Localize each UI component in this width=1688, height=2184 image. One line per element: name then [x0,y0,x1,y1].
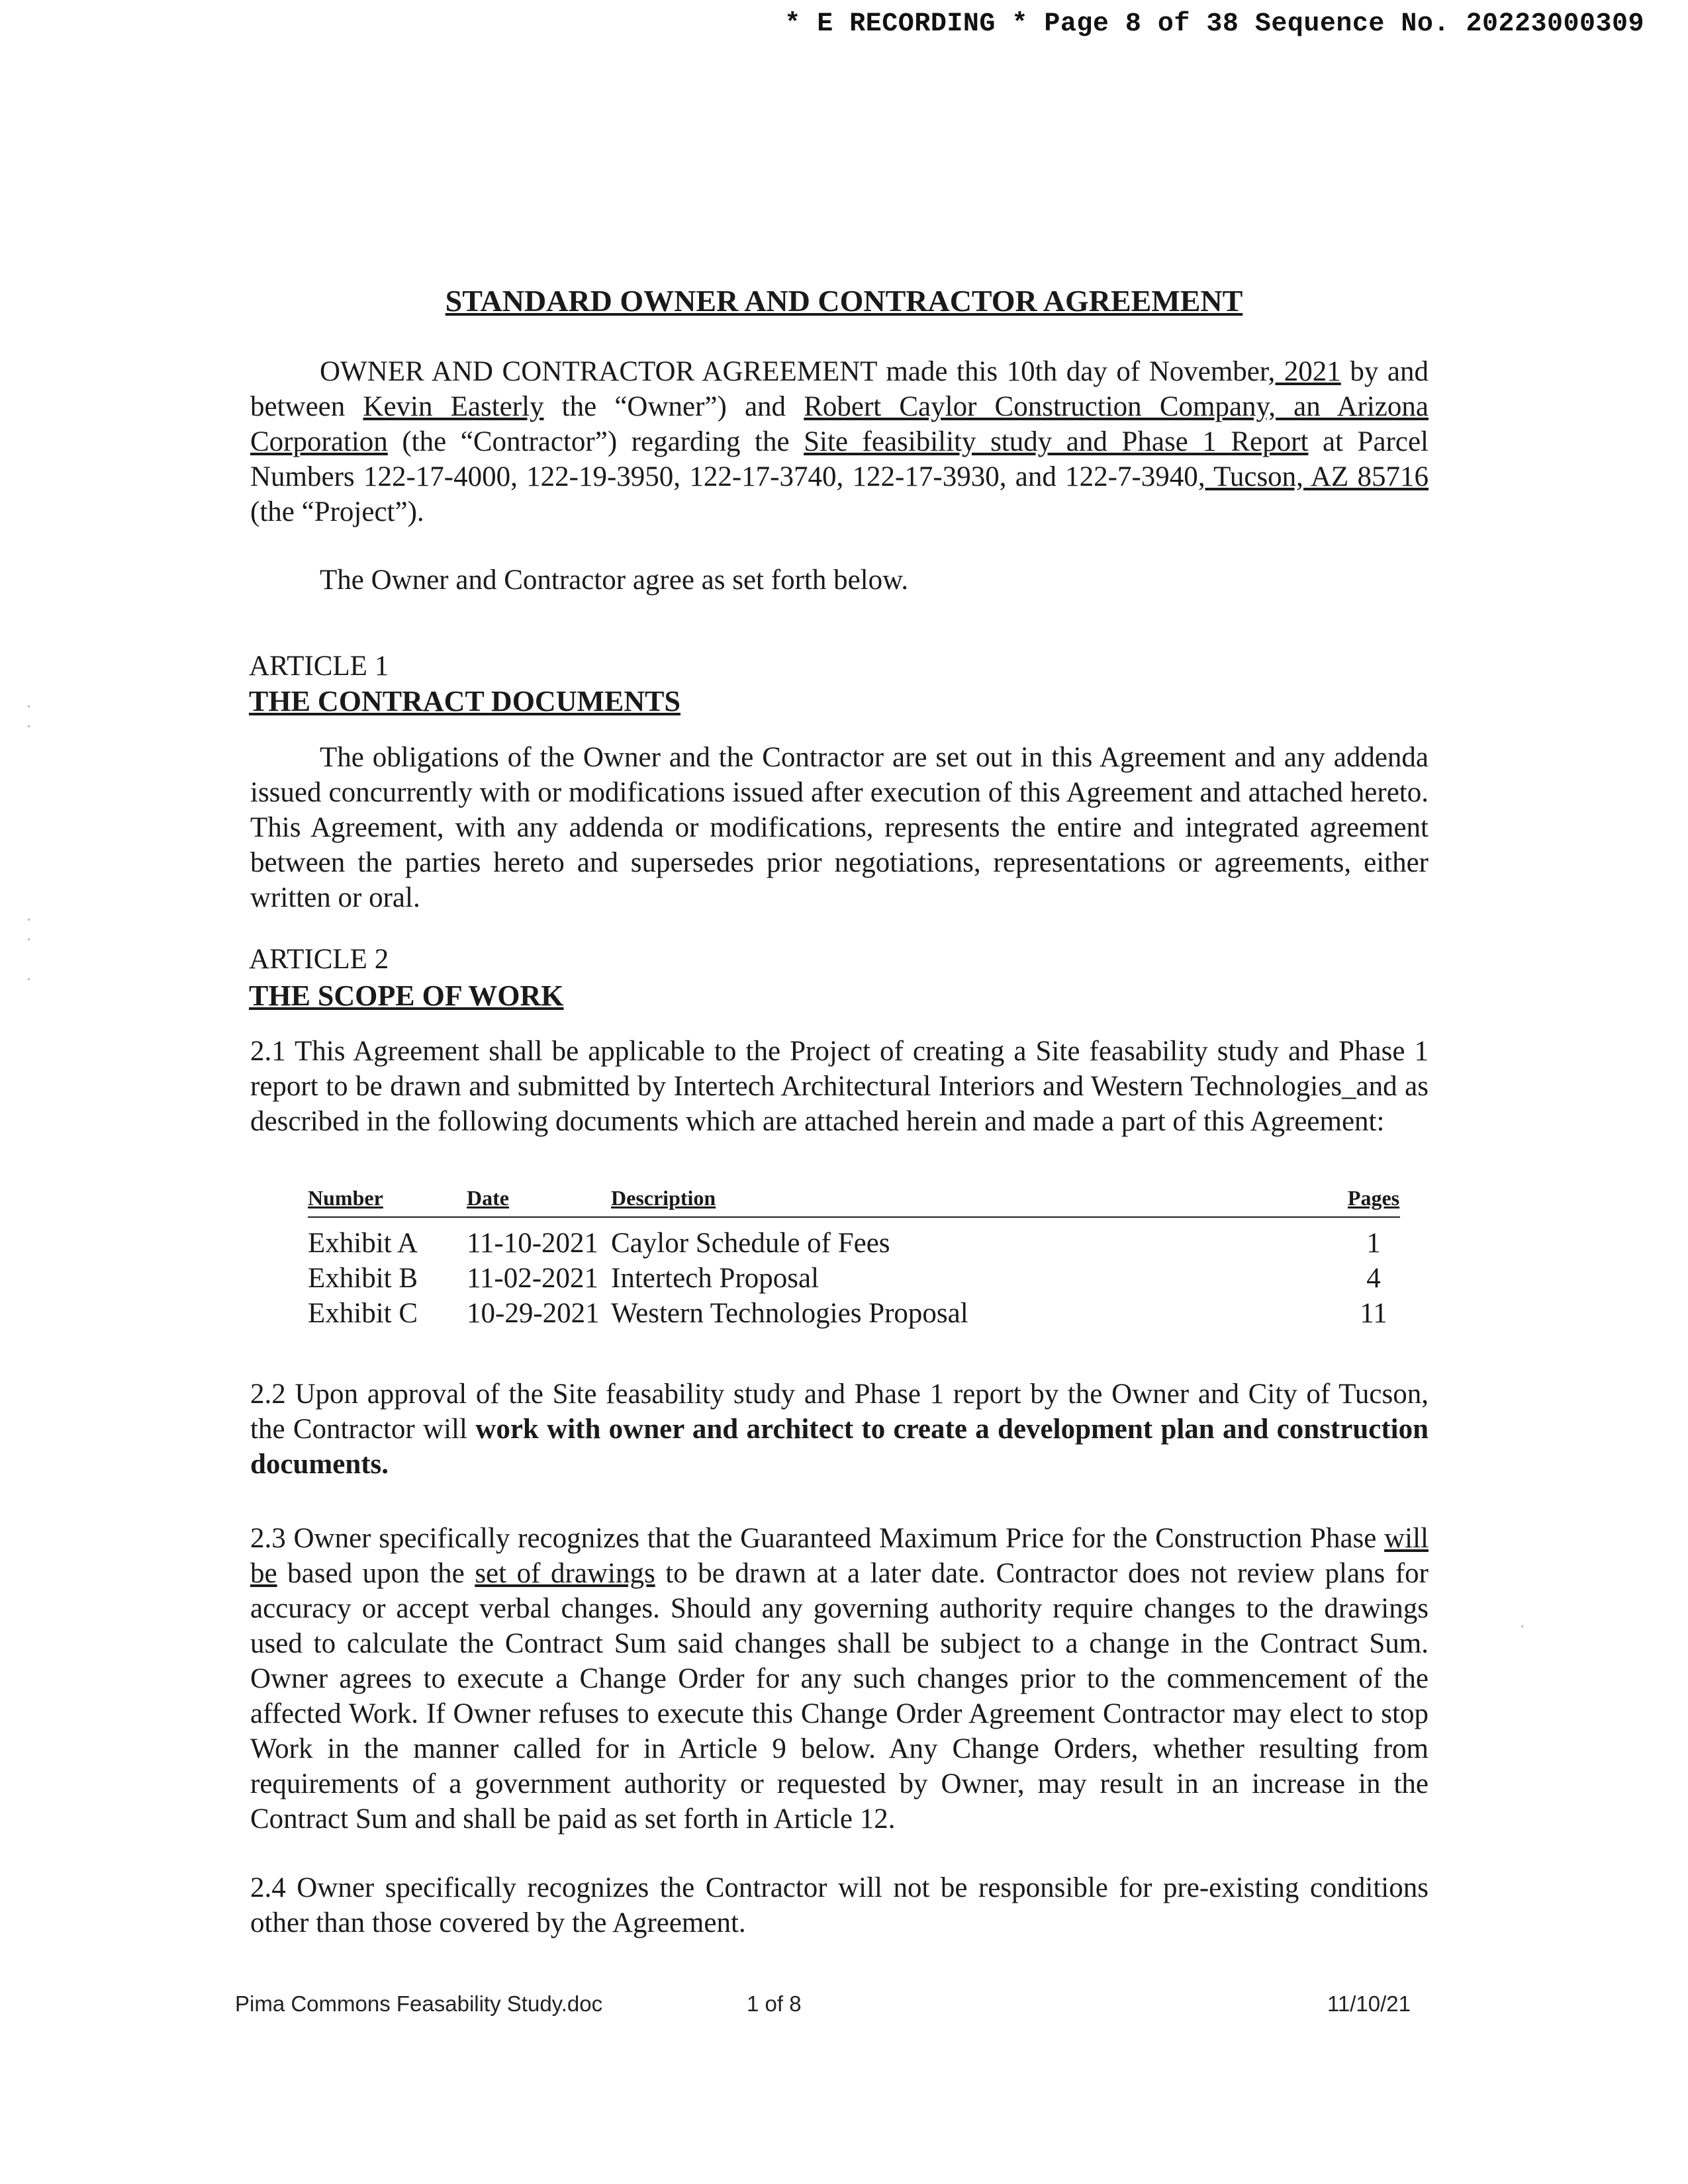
scan-speck [28,978,30,980]
project-location: , Tucson, AZ 85716 [1197,461,1429,492]
section-2-3-underline-2: set of drawings [475,1558,655,1589]
section-2-2-text: 2.2 Upon approval of the Site feasability study and Phase 1 report by the Owner and City of Tucson, the Contractor will [250,1379,1429,1445]
exhibit-description: Intertech Proposal [611,1263,820,1294]
intro-text-2: by and between [250,356,1429,422]
footer-page-number: 1 of 8 [747,1991,802,2016]
section-2-4: 2.4 Owner specifically recognizes the Contractor will not be responsible for pre-existing conditions other than those covered by the Agreement. [250,1872,1429,1938]
scan-speck [28,938,30,940]
intro-year: , 2021 [1268,356,1341,387]
exhibit-number: Exhibit A [308,1228,418,1259]
article-1-title: THE CONTRACT DOCUMENTS [249,685,680,717]
exhibit-pages: 11 [1360,1298,1387,1329]
article-1-text: The obligations of the Owner and the Contractor are set out in this Agreement and any addenda issued concurrently with or modifications issued after execution of this Agreement and attached hereto. This Agreement, with any addenda or modifications, represents the entire and integrated agreement between the parties hereto and supersedes prior negotiations, representations or agreements, either written or oral. [250,742,1429,913]
article-2-label: ARTICLE 2 [249,944,389,975]
section-2-3-underline-1: will be [250,1523,1429,1589]
scan-speck [1521,1625,1523,1627]
section-2-3-text-a: 2.3 Owner specifically recognizes that the Guaranteed Maximum Price for the Construction Phase [250,1523,1385,1554]
exhibit-date: 11-02-2021 [467,1263,599,1294]
intro-text-4: (the “Contractor”) regarding the [387,426,804,457]
section-2-3 [250,1521,1429,1837]
table-row [308,1262,1400,1297]
project-name: Site feasibility study and Phase 1 Report [804,426,1309,457]
intro-text-5: at Parcel Numbers 122-17-4000, 122-19-3950, 122-17-3740, 122-17-3930, and 122-7-3940 [250,426,1429,492]
exhibit-table-header [308,1186,1400,1218]
exhibit-pages: 1 [1366,1228,1381,1259]
exhibit-number: Exhibit B [308,1263,418,1294]
contractor-name: Robert Caylor Construction Company, an Arizona Corporation [250,391,1429,457]
exhibit-description: Western Technologies Proposal [611,1298,968,1329]
exhibit-date: 10-29-2021 [467,1298,600,1329]
table-row [308,1227,1400,1262]
footer-date: 11/10/21 [1327,1991,1411,2016]
scan-speck [28,705,30,707]
document-title: STANDARD OWNER AND CONTRACTOR AGREEMENT [445,284,1243,318]
scan-speck [28,725,30,727]
recording-stamp: * E RECORDING * Page 8 of 38 Sequence No. 20223000309 [784,9,1644,39]
intro-text-6: (the “Project”). [250,496,424,527]
section-2-2 [250,1377,1429,1482]
header-date: Date [467,1186,509,1210]
scan-speck [28,919,30,921]
article-2-title: THE SCOPE OF WORK [249,979,564,1012]
exhibit-description: Caylor Schedule of Fees [611,1228,890,1259]
owner-name: Kevin Easterly [363,391,544,422]
footer-filename: Pima Commons Feasability Study.doc [235,1991,603,2016]
header-description: Description [611,1186,716,1210]
section-2-3-text-b: based upon the [277,1558,475,1589]
header-number: Number [308,1186,383,1210]
section-2-1: 2.1 This Agreement shall be applicable to the Project of creating a Site feasability study and Phase 1 report to be drawn and submitted by Intertech Architectural Interiors and Western Technologies_and as described in the following documents which are attached herein and made a part of this Agreement: [250,1036,1429,1137]
exhibit-pages: 4 [1366,1263,1381,1294]
exhibit-table [308,1186,1400,1332]
intro-text-1: OWNER AND CONTRACTOR AGREEMENT made this 10th day of November [320,356,1268,387]
table-row [308,1297,1400,1332]
header-pages: Pages [1347,1186,1400,1210]
article-1-label: ARTICLE 1 [249,651,389,682]
exhibit-date: 11-10-2021 [467,1228,599,1259]
intro-text-3: the “Owner”) and [543,391,804,422]
exhibit-number: Exhibit C [308,1298,418,1329]
agree-line: The Owner and Contractor agree as set forth below. [320,565,909,596]
intro-paragraph [250,354,1429,529]
section-2-2-bold: work with owner and architect to create a development plan and construction documents. [250,1414,1429,1480]
section-2-3-text-c: to be drawn at a later date. Contractor does not review plans for accuracy or accept verbal changes. Should any governing authority require changes to the drawings used to calculate the Contract Sum said changes shall be subject to a change in the Contract Sum. Owner agrees to execute a Change Order for any such changes prior to the commencement of the affected Work. If Owner refuses to execute this Change Order Agreement Contractor may elect to stop Work in the manner called for in Article 9 below. Any Change Orders, whether resulting from requirements of a government authority or requested by Owner, may result in an increase in the Contract Sum and shall be paid as set forth in Article 12. [250,1558,1429,1835]
